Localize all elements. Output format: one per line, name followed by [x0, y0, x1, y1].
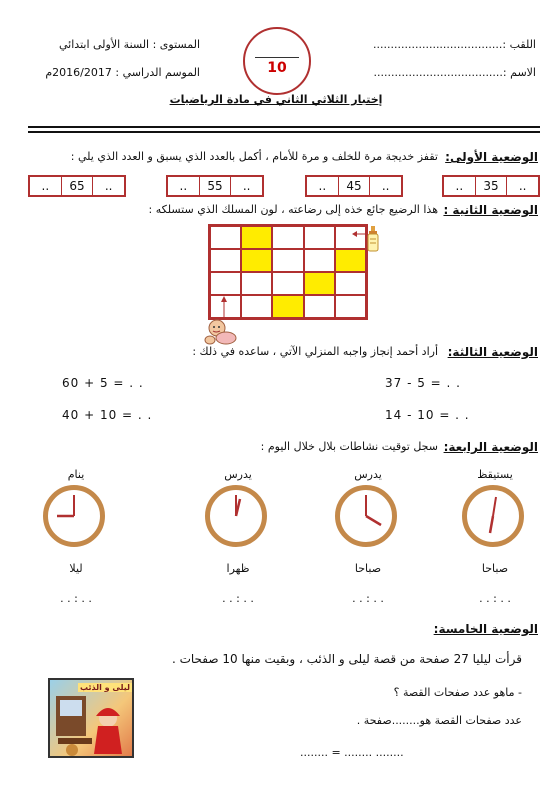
- grid-cell: [272, 249, 303, 272]
- section4-title: الوضعية الرابعة:: [443, 440, 538, 454]
- clock-answer-field[interactable]: . . : . .: [479, 592, 511, 605]
- level-label: المستوى : السنة الأولى ابتدائي: [59, 38, 200, 51]
- grid-cell: [335, 272, 366, 295]
- score-value: 10: [267, 60, 287, 76]
- number-cell[interactable]: ..: [230, 177, 262, 195]
- grid-cell: [241, 226, 272, 249]
- separator-line: [28, 131, 540, 133]
- school-year-label: الموسم الدراسي : 2016/2017م: [45, 66, 200, 79]
- story-book-image: [48, 678, 134, 758]
- clock-answer-field[interactable]: . . : . .: [60, 592, 92, 605]
- exam-title: إختبار الثلاثي الثاني في مادة الرياضيات: [169, 93, 383, 106]
- score-divider: [255, 57, 299, 58]
- section2-text: هذا الرضيع جائع خذه إلى رضاعته ، لون المسلك الذي ستسلكه :: [148, 203, 438, 216]
- separator-line: [28, 126, 540, 128]
- clock-answer-field[interactable]: . . : . .: [352, 592, 384, 605]
- equation-4: 14 - 10 = . .: [385, 408, 470, 422]
- number-box: [28, 175, 126, 197]
- grid-cell: [241, 272, 272, 295]
- equation-1: 60 + 5 = . .: [62, 376, 144, 390]
- section3-text: أراد أحمد إنجاز واجبه المنزلي الآتي ، ساعده في ذلك :: [192, 345, 438, 358]
- equation-3: 40 + 10 = . .: [62, 408, 153, 422]
- grid-cell: [272, 272, 303, 295]
- number-cell[interactable]: ..: [455, 179, 464, 193]
- section5-question: - ماهو عدد صفحات القصة ؟: [393, 686, 522, 699]
- grid-cell: [241, 249, 272, 272]
- grid-cell: [210, 226, 241, 249]
- grid-cell: [210, 272, 241, 295]
- baby-icon: [204, 318, 238, 346]
- clock-activity-label: ينام: [67, 468, 85, 481]
- number-box: [166, 175, 264, 197]
- clock-period-label: ليلا: [69, 562, 83, 575]
- arrow-up-icon: [220, 296, 228, 318]
- section5-text: قرأت ليليا 27 صفحة من قصة ليلى و الذئب ، وبقيت منها 10 صفحات .: [171, 652, 522, 666]
- number-cell[interactable]: ..: [179, 179, 188, 193]
- wolf-and-girl-illustration: [50, 680, 134, 758]
- number-box: [305, 175, 403, 197]
- section1-text: تقفز خديجة مرة للخلف و مرة للأمام ، أكمل بالعدد الذي يسبق و العدد الذي يلي :: [70, 150, 438, 163]
- arrow-left-icon: [352, 230, 368, 238]
- section4-text: سجل توقيت نشاطات بلال خلال اليوم :: [260, 440, 438, 453]
- section2-title: الوضعية الثانية :: [443, 203, 538, 217]
- section3-title: الوضعية الثالثة:: [447, 345, 538, 359]
- grid-cell: [241, 295, 272, 318]
- clock-activity-label: يدرس: [224, 468, 252, 481]
- grid-cell: [272, 226, 303, 249]
- number-cell[interactable]: ..: [318, 179, 327, 193]
- number-cell[interactable]: ..: [41, 179, 50, 193]
- clock-hands-icon: [43, 485, 105, 547]
- clock-period-label: صباحا: [481, 562, 509, 575]
- number-cell: 55: [199, 177, 231, 195]
- surname-field: اللقب :.....................................: [373, 38, 536, 51]
- section1-title: الوضعية الأولى:: [445, 150, 538, 164]
- number-cell[interactable]: ..: [506, 177, 538, 195]
- clock-answer-field[interactable]: . . : . .: [222, 592, 254, 605]
- number-cell: 35: [475, 177, 507, 195]
- name-field: الاسم :.....................................: [373, 66, 536, 79]
- number-box: [442, 175, 540, 197]
- clock-activity-label: يستيقظ: [477, 468, 513, 481]
- grid-cell: [304, 295, 335, 318]
- number-cell[interactable]: ..: [92, 177, 124, 195]
- clock-hands-icon: [205, 485, 267, 547]
- grid-cell: [335, 295, 366, 318]
- section5-answer-line[interactable]: عدد صفحات القصة هو........صفحة .: [356, 714, 522, 727]
- clock-hands-icon: [462, 485, 524, 547]
- baby-bottle-icon: [366, 226, 380, 252]
- equation-2: 37 - 5 = . .: [385, 376, 461, 390]
- clock-period-label: ظهرا: [226, 562, 250, 575]
- clock-period-label: صباحا: [354, 562, 382, 575]
- grid-cell: [304, 272, 335, 295]
- grid-cell: [304, 249, 335, 272]
- book-title: ليلى و الذئب: [80, 683, 131, 692]
- number-cell: 45: [338, 177, 370, 195]
- grid-cell: [210, 249, 241, 272]
- clock-activity-label: يدرس: [354, 468, 382, 481]
- grid-cell: [335, 249, 366, 272]
- grid-cell: [272, 295, 303, 318]
- maze-grid[interactable]: [208, 224, 368, 320]
- clock-hands-icon: [335, 485, 397, 547]
- number-cell: 65: [61, 177, 93, 195]
- section5-equation[interactable]: ........ = ........ ........: [300, 746, 404, 759]
- number-cell[interactable]: ..: [369, 177, 401, 195]
- section5-title: الوضعية الخامسة:: [433, 622, 538, 636]
- grid-cell: [304, 226, 335, 249]
